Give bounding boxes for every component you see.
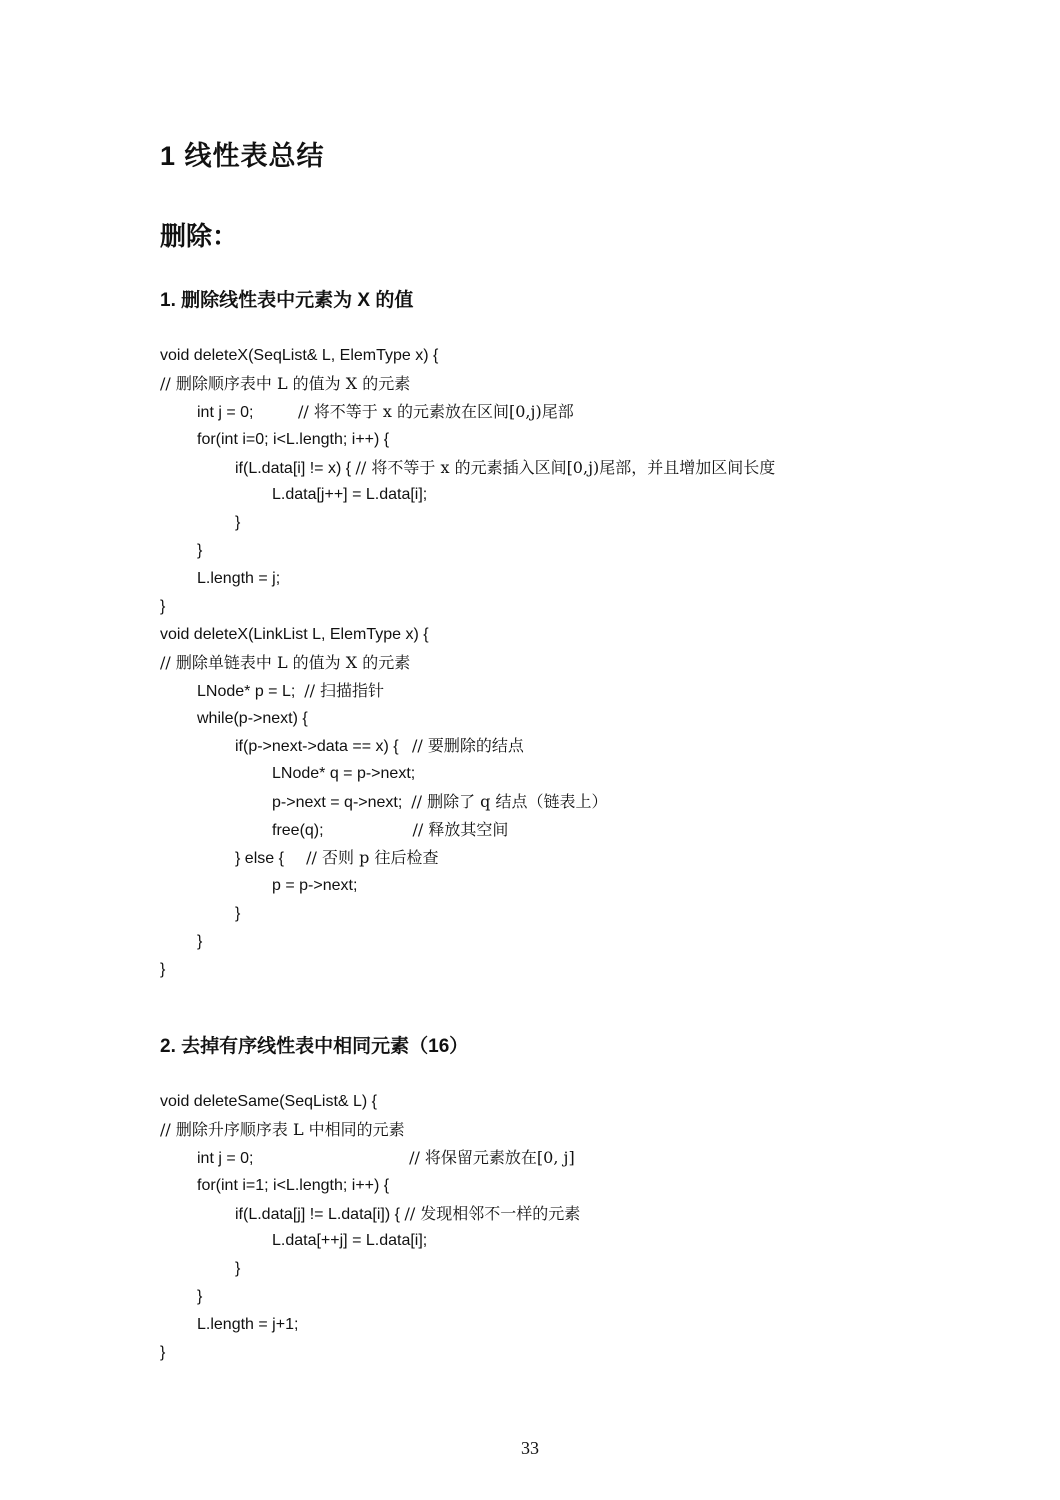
code-text: if(p->next->data == x) {	[235, 738, 412, 756]
code-text: while(p->next) {	[197, 709, 308, 727]
code-text: void deleteSame(SeqList& L) {	[160, 1093, 378, 1110]
code-line	[160, 872, 920, 900]
code-text: if(L.data[j] != L.data[i]) {	[235, 1205, 405, 1223]
code-comment: // 将保留元素放在[0, j]	[409, 1147, 575, 1167]
code-line	[160, 677, 920, 705]
section-title: 删除：	[160, 221, 239, 251]
code-line	[160, 1255, 920, 1283]
code-line	[160, 481, 920, 509]
code-text: void deleteX(SeqList& L, ElemType x) {	[160, 347, 439, 364]
code-line	[160, 705, 920, 733]
code-text: p->next = q->next;	[272, 794, 412, 812]
code-line	[160, 844, 920, 872]
code-line	[160, 1339, 920, 1367]
code-text: }	[235, 514, 241, 532]
code-text: for(int i=1; i<L.length; i++) {	[197, 1176, 390, 1194]
code-comment: // 要删除的结点	[411, 736, 524, 756]
code-line	[160, 732, 920, 760]
code-comment: // 删除了 q 结点（链表上）	[411, 792, 608, 812]
code-line	[160, 956, 920, 984]
code-text: L.length = j;	[197, 570, 281, 588]
code-text: L.length = j+1;	[197, 1316, 299, 1334]
code-text: LNode* p = L;	[197, 682, 305, 700]
code-comment: // 将不等于 x 的元素插入区间[0,j)尾部，并且增加区间长度	[355, 457, 776, 477]
code-line	[160, 760, 920, 788]
code-line	[160, 565, 920, 593]
code-text: L.data[j++] = L.data[i];	[272, 486, 428, 504]
code-comment: // 将不等于 x 的元素放在区间[0,j)尾部	[297, 401, 574, 421]
code-line	[160, 621, 920, 649]
code-comment: // 扫描指针	[304, 680, 385, 700]
code-line	[160, 900, 920, 928]
code-text: int j = 0;	[197, 403, 298, 421]
code-line	[160, 1283, 920, 1311]
code-line	[160, 593, 920, 621]
code-text: LNode* q = p->next;	[272, 765, 416, 783]
code-line	[160, 1088, 920, 1116]
code-line	[160, 398, 920, 426]
code-comment: // 删除顺序表中 L 的值为 X 的元素	[160, 373, 411, 393]
code-line	[160, 1200, 920, 1228]
code-comment: // 发现相邻不一样的元素	[404, 1203, 581, 1223]
code-text: } else {	[235, 850, 307, 868]
code-text: void deleteX(LinkList L, ElemType x) {	[160, 625, 429, 643]
code-line	[160, 649, 920, 677]
code-line	[160, 370, 920, 398]
code-line	[160, 426, 920, 454]
code-text: }	[197, 1288, 203, 1306]
code-text: p = p->next;	[272, 876, 358, 894]
code-text: free(q);	[272, 822, 413, 840]
chapter-title: 1 线性表总结	[160, 141, 325, 171]
code-line	[160, 537, 920, 565]
code-text: int j = 0;	[197, 1149, 410, 1167]
code-line	[160, 342, 920, 370]
code-line	[160, 788, 920, 816]
code-comment: // 删除升序顺序表 L 中相同的元素	[160, 1119, 405, 1139]
code-line	[160, 1172, 920, 1200]
code-comment: // 删除单链表中 L 的值为 X 的元素	[160, 652, 411, 672]
subsection-title-2: 2. 去掉有序线性表中相同元素（16）	[160, 1036, 469, 1057]
code-text: if(L.data[i] != x) {	[235, 459, 356, 477]
code-comment: // 释放其空间	[412, 820, 509, 840]
code-text: }	[160, 598, 166, 616]
code-block-delete-x	[160, 342, 920, 983]
code-text: L.data[++j] = L.data[i];	[272, 1232, 428, 1250]
code-line	[160, 509, 920, 537]
code-text: }	[160, 1344, 166, 1362]
code-line	[160, 454, 920, 482]
code-text: }	[197, 542, 203, 560]
code-comment: // 否则 p 往后检查	[306, 848, 439, 868]
page-number: 33	[521, 1438, 539, 1458]
code-text: for(int i=0; i<L.length; i++) {	[197, 430, 390, 448]
code-line	[160, 1227, 920, 1255]
code-line	[160, 1311, 920, 1339]
code-text: }	[160, 960, 166, 978]
subsection-title-1: 1. 删除线性表中元素为 X 的值	[160, 290, 414, 311]
code-text: }	[197, 932, 203, 950]
code-line	[160, 1144, 920, 1172]
code-text: }	[235, 904, 241, 922]
code-line	[160, 928, 920, 956]
code-block-delete-same	[160, 1088, 920, 1367]
code-line	[160, 1116, 920, 1144]
code-text: }	[235, 1260, 241, 1278]
code-line	[160, 816, 920, 844]
